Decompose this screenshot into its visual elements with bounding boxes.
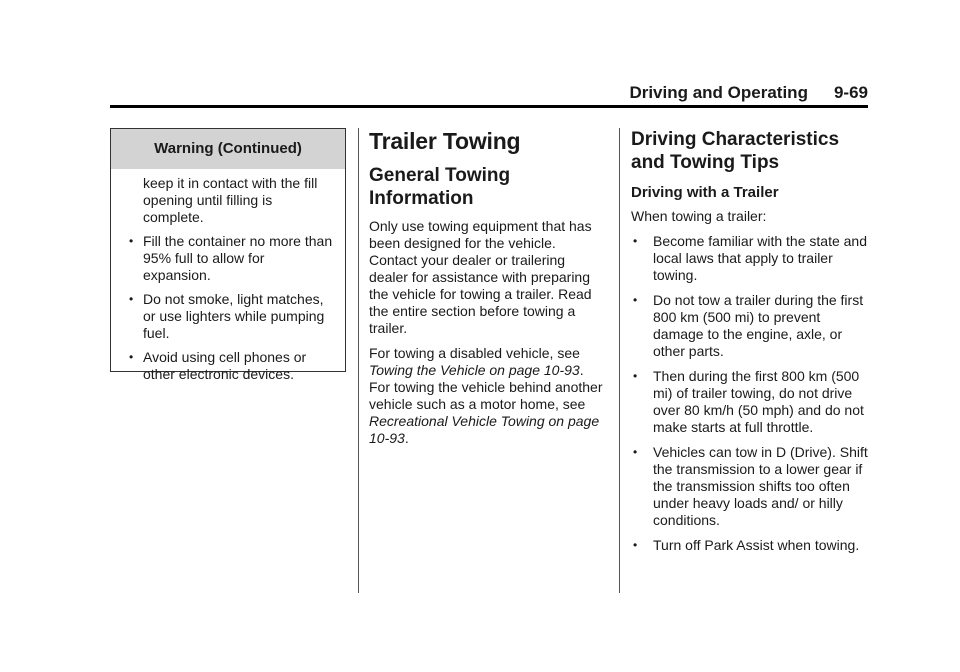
list-item-text: Avoid using cell phones or other electronic devices. <box>143 349 307 382</box>
punctuation: . <box>404 430 409 446</box>
section-heading: Driving Characteristics and Towing Tips <box>631 129 840 173</box>
paragraph-text: For towing the vehicle behind another vehicle such as a motor home, see <box>369 379 603 412</box>
warning-list <box>123 233 333 383</box>
paragraph: When towing a trailer: <box>631 208 767 224</box>
column-divider <box>619 128 620 593</box>
column-divider <box>358 128 359 593</box>
warning-box <box>110 128 346 382</box>
paragraph <box>369 345 607 447</box>
list-item <box>123 291 333 342</box>
bullet-icon: • <box>633 538 638 552</box>
list-item-text: Then during the first 800 km (500 mi) of trailer towing, do not drive over 80 km/h (50 mph) and do not make starts at full throttle. <box>653 368 864 435</box>
list-item-text: Do not smoke, light matches, or use lighters while pumping fuel. <box>143 291 325 341</box>
column-trailer-towing <box>369 128 607 455</box>
section-title: Driving and Operating <box>629 83 808 102</box>
section-heading: Trailer Towing <box>369 128 521 154</box>
list-item <box>631 537 871 554</box>
bullet-icon: • <box>129 350 134 364</box>
list-item-text: Do not tow a trailer during the first 800 km (500 mi) to prevent damage to the engine, axle, or other parts. <box>653 292 864 359</box>
bullet-icon: • <box>633 369 638 383</box>
warning-continuation: keep it in contact with the fill opening until filling is complete. <box>143 175 318 225</box>
warning-body <box>111 169 345 383</box>
towing-tips-list <box>631 233 871 554</box>
subsection-heading: Driving with a Trailer <box>631 184 779 201</box>
list-item <box>631 444 871 529</box>
page-header <box>110 84 868 102</box>
cross-reference-link[interactable]: Recreational Vehicle Towing on page 10-93 <box>369 413 600 446</box>
cross-reference-link[interactable]: Towing the Vehicle on page 10-93 <box>369 362 580 378</box>
list-item-text: Fill the container no more than 95% full to allow for expansion. <box>143 233 333 283</box>
bullet-icon: • <box>129 292 134 306</box>
list-item-text: Vehicles can tow in D (Drive). Shift the transmission to a lower gear if the transmission shifts too often under heavy loads and/ or hilly conditions. <box>653 444 868 528</box>
subsection-heading: General Towing Information <box>369 165 511 209</box>
list-item-text: Become familiar with the state and local laws that apply to trailer towing. <box>653 233 867 283</box>
paragraph: Only use towing equipment that has been designed for the vehicle. Contact your dealer or trailering dealer for assistance with preparing the vehicle for towing a trailer. Read the entire section before towing a trailer. <box>369 218 592 336</box>
bullet-icon: • <box>129 234 134 248</box>
warning-title: Warning (Continued) <box>111 129 345 169</box>
list-item <box>631 233 871 284</box>
page-number: 9-69 <box>833 83 868 102</box>
list-item <box>123 233 333 284</box>
list-item <box>631 292 871 360</box>
bullet-icon: • <box>633 445 638 459</box>
list-item-text: Turn off Park Assist when towing. <box>653 537 860 553</box>
bullet-icon: • <box>633 234 638 248</box>
paragraph-text: For towing a disabled vehicle, see <box>369 345 580 361</box>
punctuation: . <box>579 362 584 378</box>
list-item <box>631 368 871 436</box>
list-item <box>123 349 333 383</box>
column-driving-characteristics <box>631 128 871 562</box>
header-rule <box>110 105 868 108</box>
bullet-icon: • <box>633 293 638 307</box>
